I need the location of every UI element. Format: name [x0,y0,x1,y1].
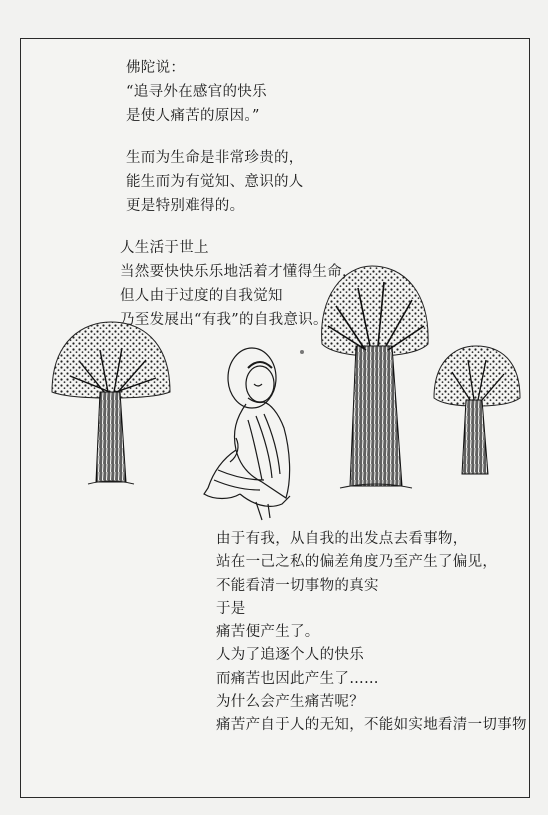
text-line: 人生活于世上 [120,240,209,256]
text-line: 由于有我，从自我的出发点去看事物， [216,531,468,547]
text-line: 是使人痛苦的原因。” [126,108,260,124]
text-line: 但人由于过度的自我觉知 [120,288,283,304]
text-line: 生而为生命是非常珍贵的， [126,150,304,166]
text-line: 人为了追逐个人的快乐 [216,647,364,664]
text-line: 站在一己之私的偏差角度乃至产生了偏见， [216,554,498,571]
text-line: 而痛苦也因此产生了…… [216,670,379,687]
text-line: 乃至发展出“有我”的自我意识。 [120,312,328,328]
text-line: 痛苦便产生了。 [216,624,320,641]
text-line: 更是特别难得的。 [126,198,245,214]
text-line: 不能看清一切事物的真实 [216,577,379,594]
text-line: “追寻外在感官的快乐 [126,84,267,100]
text-line: 佛陀说： [126,60,186,76]
left-tree [52,322,170,484]
text-line: 为什么会产生痛苦呢？ [216,694,364,711]
text-line: 于是 [216,600,246,617]
stanza-origin-of-suffering [216,528,527,738]
buddha-figure [204,348,290,520]
text-line: 能生而为有觉知、意识的人 [126,174,304,190]
text-line: 当然要快快乐乐地活着才懂得生命， [120,264,357,280]
text-line: 痛苦产自于人的无知，不能如实地看清一切事物 [216,717,527,734]
stanza-buddha-quote [126,56,267,128]
right-tree [434,346,520,474]
stray-mark [300,350,304,354]
stanza-precious-life [126,146,304,218]
stanza-self-awareness [120,236,357,332]
